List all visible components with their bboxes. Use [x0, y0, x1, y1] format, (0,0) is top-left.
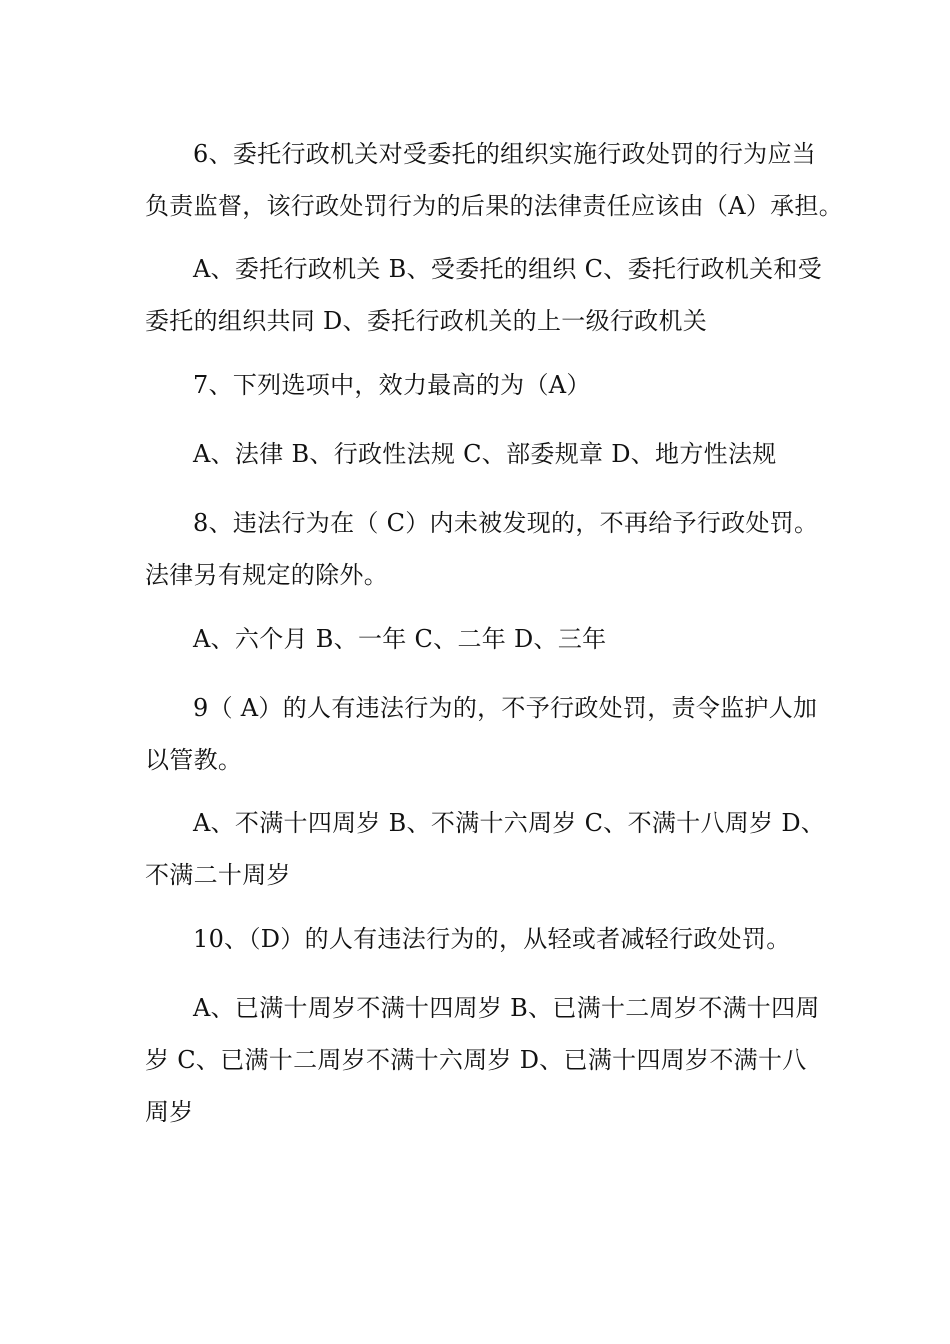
question-10-text [145, 913, 825, 965]
question-6-options [145, 243, 825, 347]
question-8-text [145, 497, 825, 601]
question-9-line-1: 9（ A）的人有违法行为的，不予行政处罚，责令监护人加 [193, 694, 818, 722]
question-8-options [145, 613, 825, 665]
question-10-options [145, 982, 825, 1138]
question-6-options-line-1: A、委托行政机关 B、受委托的组织 C、委托行政机关和受 [193, 255, 822, 283]
question-9-text [145, 682, 825, 786]
question-8-line-1: 8、违法行为在（ C）内未被发现的，不再给予行政处罚。 [193, 509, 819, 537]
question-7-options [145, 428, 825, 480]
question-6-options-line-2: 委托的组织共同 D、委托行政机关的上一级行政机关 [145, 307, 708, 335]
question-7-text [145, 359, 825, 411]
question-9-line-2: 以管教。 [145, 746, 243, 774]
question-7-line-1: 7、下列选项中，效力最高的为（A） [193, 371, 591, 399]
question-6-line-2: 负责监督，该行政处罚行为的后果的法律责任应该由（A）承担。 [145, 192, 844, 220]
question-6-line-1: 6、委托行政机关对受委托的组织实施行政处罚的行为应当 [193, 140, 817, 168]
question-8-options-line-1: A、六个月 B、一年 C、二年 D、三年 [193, 625, 607, 653]
question-9-options [145, 797, 825, 901]
question-10-options-line-2: 岁 C、已满十二周岁不满十六周岁 D、已满十四周岁不满十八 [145, 1046, 807, 1074]
question-6-text [145, 128, 844, 232]
question-10-options-line-3: 周岁 [145, 1098, 194, 1126]
question-7-options-line-1: A、法律 B、行政性法规 C、部委规章 D、地方性法规 [193, 440, 777, 468]
question-9-options-line-2: 不满二十周岁 [145, 861, 291, 889]
question-10-line-1: 10、（D）的人有违法行为的，从轻或者减轻行政处罚。 [193, 925, 791, 953]
question-9-options-line-1: A、不满十四周岁 B、不满十六周岁 C、不满十八周岁 D、 [193, 809, 826, 837]
question-10-options-line-1: A、已满十周岁不满十四周岁 B、已满十二周岁不满十四周 [193, 994, 820, 1022]
question-8-line-2: 法律另有规定的除外。 [145, 561, 388, 589]
